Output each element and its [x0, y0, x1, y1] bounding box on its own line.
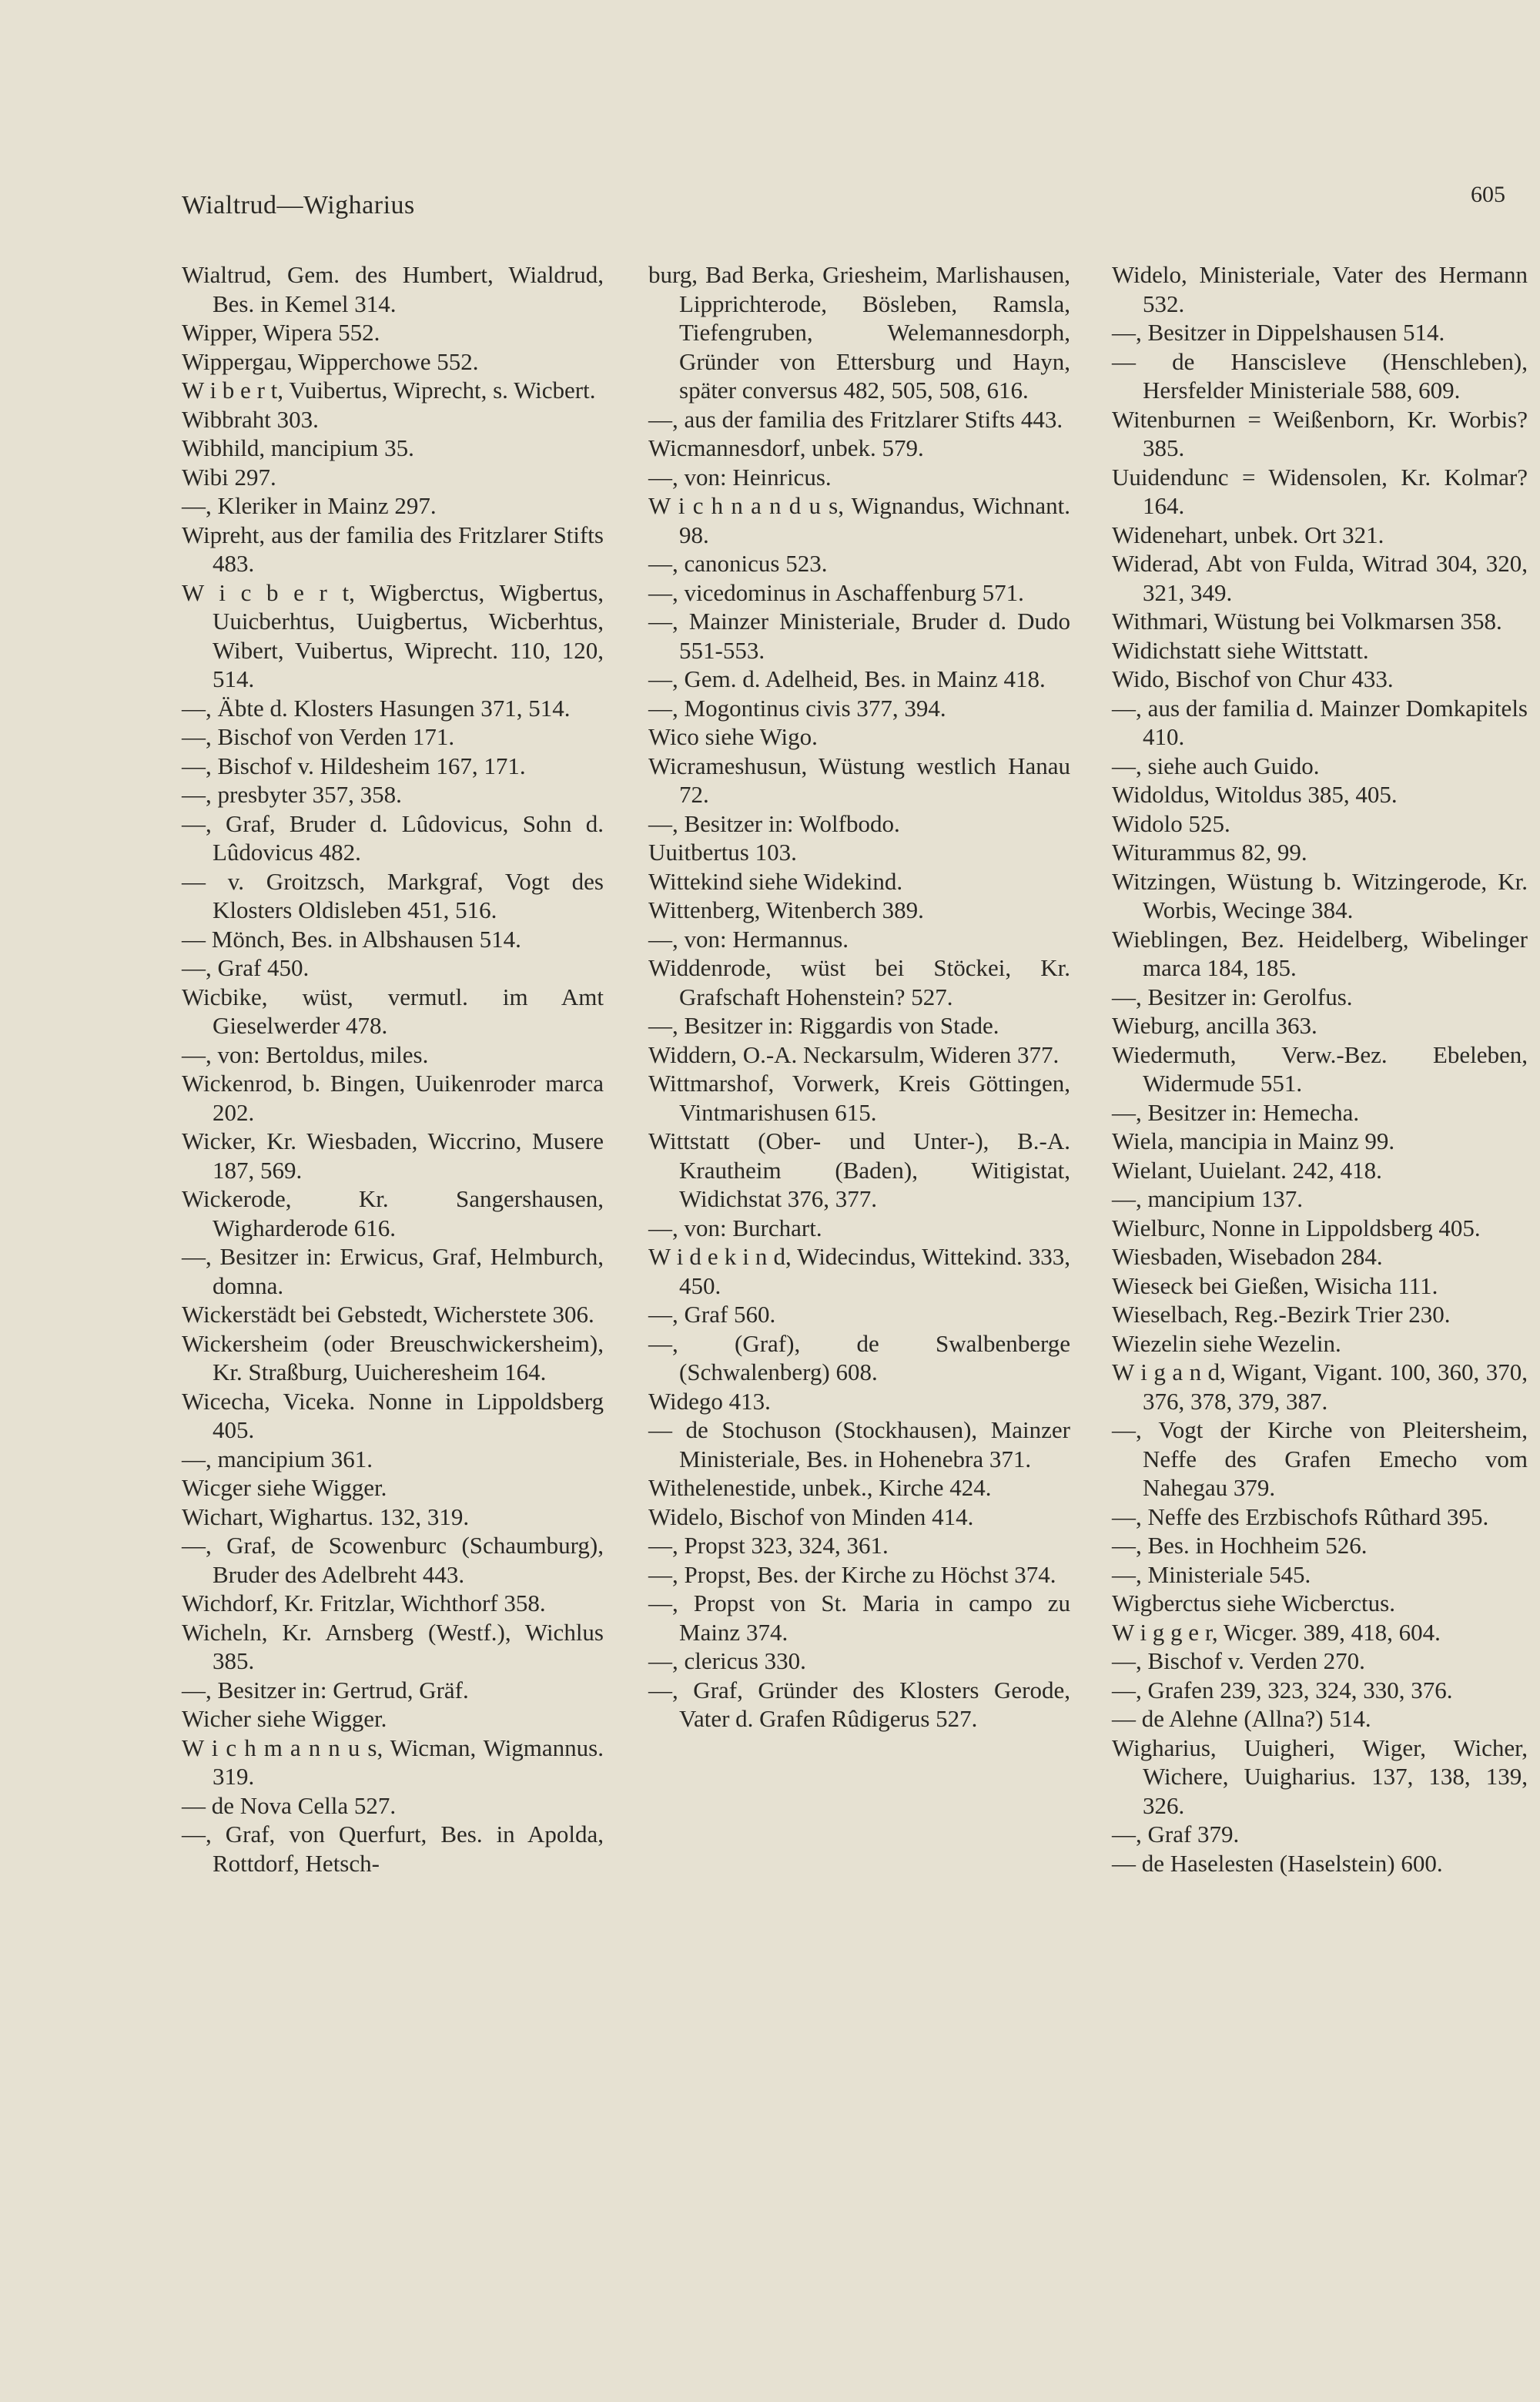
index-entry: Wieburg, ancilla 363. — [1112, 1012, 1317, 1039]
index-entry: —, aus der familia des Fritzlarer Stifts 443. — [648, 405, 1063, 433]
index-entry: Wichart, Wighartus. 132, 319. — [182, 1503, 470, 1530]
index-entry: —, von: Bertoldus, miles. — [182, 1040, 429, 1068]
index-entry: —, von: Heinricus. — [648, 463, 832, 491]
index-entry: Witzingen, Wüstung b. Witzingerode, Kr. Worbis, Wecinge 384. — [1112, 867, 1528, 923]
index-entry: —, Graf 450. — [182, 954, 310, 981]
index-entry: W i c b e r t, Wigberctus, Wigbertus, Uuicberhtus, Uuigbertus, Wicberhtus, Wibert, Vuibertus, Wiprecht. 110, 120, 514. — [182, 578, 604, 692]
index-entry: W i c h m a n n u s, Wicman, Wigmannus. 319. — [182, 1734, 604, 1790]
index-entry: —, (Graf), de Swalbenberge (Schwalenberg) 608. — [648, 1329, 1070, 1385]
index-entry: Wickersheim (oder Breuschwickersheim), Kr. Straßburg, Uuicheresheim 164. — [182, 1329, 604, 1385]
index-entry: —, Bischof v. Hildesheim 167, 171. — [182, 752, 526, 779]
index-entry: W i g g e r, Wicger. 389, 418, 604. — [1112, 1618, 1441, 1646]
index-entry: —, Vogt der Kirche von Pleitersheim, Neffe des Grafen Emecho vom Nahegau 379. — [1112, 1416, 1528, 1501]
index-entry: —, Ministeriale 545. — [1112, 1560, 1311, 1588]
index-entry: —, von: Hermannus. — [648, 925, 849, 953]
index-entry: —, Graf, de Scowenburc (Schaumburg), Bruder des Adelbreht 443. — [182, 1532, 604, 1588]
index-entry: —, Graf 560. — [648, 1301, 776, 1328]
index-entry: Wicheln, Kr. Arnsberg (Westf.), Wichlus 385. — [182, 1618, 604, 1674]
index-entry: Witenburnen = Weißenborn, Kr. Worbis? 385. — [1112, 405, 1528, 461]
index-entry: Wieblingen, Bez. Heidelberg, Wibelinger marca 184, 185. — [1112, 925, 1528, 981]
index-entry: Wielant, Uuielant. 242, 418. — [1112, 1156, 1382, 1184]
index-entry: — de Alehne (Allna?) 514. — [1112, 1705, 1371, 1732]
index-entry: Wiezelin siehe Wezelin. — [1112, 1329, 1341, 1357]
index-entry: Wialtrud, Gem. des Humbert, Wialdrud, Bes. in Kemel 314. — [182, 261, 604, 317]
index-entry: Wickenrod, b. Bingen, Uuikenroder marca 202. — [182, 1070, 604, 1126]
index-entry: —, Besitzer in: Riggardis von Stade. — [648, 1012, 999, 1039]
index-entry: —, Bes. in Hochheim 526. — [1112, 1532, 1368, 1559]
index-entry: — v. Groitzsch, Markgraf, Vogt des Klosters Oldisleben 451, 516. — [182, 867, 604, 923]
index-entry: Wigharius, Uuigheri, Wiger, Wicher, Wichere, Uuigharius. 137, 138, 139, 326. — [1112, 1734, 1528, 1819]
index-entry: —, Gem. d. Adelheid, Bes. in Mainz 418. — [648, 665, 1046, 692]
index-entry: Wiedermuth, Verw.-Bez. Ebeleben, Widermude 551. — [1112, 1040, 1528, 1097]
index-entry: Widdern, O.-A. Neckarsulm, Wideren 377. — [648, 1040, 1060, 1068]
index-entry: —, mancipium 361. — [182, 1445, 373, 1472]
index-entry: —, Graf, Bruder d. Lûdovicus, Sohn d. Lûdovicus 482. — [182, 809, 604, 866]
index-entry: Wico siehe Wigo. — [648, 723, 818, 750]
index-entry: Wicecha, Viceka. Nonne in Lippoldsberg 405. — [182, 1387, 604, 1443]
index-entry: Widego 413. — [648, 1387, 771, 1415]
index-entry: — de Haselesten (Haselstein) 600. — [1112, 1849, 1443, 1877]
index-entry: —, Graf, Gründer des Klosters Gerode, Vater d. Grafen Rûdigerus 527. — [648, 1676, 1070, 1732]
index-entry: —, von: Burchart. — [648, 1214, 822, 1241]
index-entry: —, Propst, Bes. der Kirche zu Höchst 374. — [648, 1560, 1056, 1588]
index-entry: —, siehe auch Guido. — [1112, 752, 1320, 779]
index-entry: W i d e k i n d, Widecindus, Wittekind. 333, 450. — [648, 1243, 1070, 1299]
index-entry: —, presbyter 357, 358. — [182, 781, 402, 808]
index-entry: Wipper, Wipera 552. — [182, 319, 380, 346]
index-entry: Wicrameshusun, Wüstung westlich Hanau 72. — [648, 752, 1070, 808]
index-entry: Wittekind siehe Widekind. — [648, 867, 903, 895]
page-number: 605 — [1471, 182, 1505, 207]
index-entry: —, vicedominus in Aschaffenburg 571. — [648, 578, 1024, 606]
index-entry: Wichdorf, Kr. Fritzlar, Wichthorf 358. — [182, 1590, 546, 1616]
index-entry: Wickerstädt bei Gebstedt, Wicherstete 306. — [182, 1301, 594, 1328]
index-entry: Withmari, Wüstung bei Volkmarsen 358. — [1112, 608, 1502, 635]
index-entry: Wibi 297. — [182, 463, 276, 491]
index-entry: Widelo, Bischof von Minden 414. — [648, 1503, 974, 1530]
index-column-1 — [182, 260, 604, 1878]
index-entry: — Mönch, Bes. in Albshausen 514. — [182, 925, 521, 953]
index-entry: Widerad, Abt von Fulda, Witrad 304, 320, 321, 349. — [1112, 550, 1528, 606]
index-entry: —, Grafen 239, 323, 324, 330, 376. — [1112, 1676, 1453, 1704]
index-entry: —, Graf, von Querfurt, Bes. in Apolda, Rottdorf, Hetsch- — [182, 1821, 604, 1877]
index-column-2 — [648, 260, 1070, 1734]
index-entry: Withelenestide, unbek., Kirche 424. — [648, 1474, 992, 1501]
index-entry: —, Besitzer in: Hemecha. — [1112, 1098, 1360, 1126]
index-entry: Wibhild, mancipium 35. — [182, 434, 414, 461]
index-entry: Widichstatt siehe Wittstatt. — [1112, 636, 1369, 664]
index-entry: Wittmarshof, Vorwerk, Kreis Göttingen, Vintmarishusen 615. — [648, 1070, 1070, 1126]
index-entry: Wido, Bischof von Chur 433. — [1112, 665, 1394, 692]
index-entry: Wieseck bei Gießen, Wisicha 111. — [1112, 1271, 1438, 1299]
index-entry: Wiela, mancipia in Mainz 99. — [1112, 1127, 1395, 1154]
index-entry: —, canonicus 523. — [648, 550, 828, 577]
index-entry: Wicker, Kr. Wiesbaden, Wiccrino, Musere 187, 569. — [182, 1127, 604, 1184]
index-entry: Uuitbertus 103. — [648, 839, 797, 866]
index-entry: —, Bischof v. Verden 270. — [1112, 1647, 1365, 1674]
index-entry: —, Kleriker in Mainz 297. — [182, 492, 437, 519]
index-entry: —, aus der familia d. Mainzer Domkapitels 410. — [1112, 694, 1528, 750]
index-entry: —, Mogontinus civis 377, 394. — [648, 694, 946, 722]
index-entry: —, Mainzer Ministeriale, Bruder d. Dudo 551-553. — [648, 608, 1070, 664]
index-entry: Wicger siehe Wigger. — [182, 1474, 387, 1501]
index-entry: Wicmannesdorf, unbek. 579. — [648, 434, 924, 461]
index-entry: —, Propst 323, 324, 361. — [648, 1532, 889, 1559]
index-entry: —, Propst von St. Maria in campo zu Mainz 374. — [648, 1590, 1070, 1646]
index-entry: Wieselbach, Reg.-Bezirk Trier 230. — [1112, 1301, 1451, 1328]
index-entry: burg, Bad Berka, Griesheim, Marlishausen, Lipprichterode, Bösleben, Ramsla, Tiefengruben, Welemannesdorph, Gründer von Ettersburg und Hayn, später conversus 482, 505, 508, 616. — [648, 261, 1070, 404]
index-entry: Witurammus 82, 99. — [1112, 839, 1307, 866]
index-entry: —, Besitzer in: Gerolfus. — [1112, 983, 1353, 1010]
index-entry: Wiesbaden, Wisebadon 284. — [1112, 1243, 1383, 1270]
index-entry: Wickerode, Kr. Sangershausen, Wigharderode 616. — [182, 1185, 604, 1241]
index-column-3 — [1112, 260, 1528, 1878]
index-entry: Wittstatt (Ober- und Unter-), B.-A. Krautheim (Baden), Witigistat, Widichstat 376, 377. — [648, 1127, 1070, 1212]
index-entry: —, Bischof von Verden 171. — [182, 723, 455, 750]
index-entry: —, Besitzer in: Erwicus, Graf, Helmburch, domna. — [182, 1243, 604, 1299]
index-entry: Uuidendunc = Widensolen, Kr. Kolmar? 164. — [1112, 463, 1528, 519]
index-entry: —, Besitzer in: Gertrud, Gräf. — [182, 1676, 469, 1704]
index-entry: Wibbraht 303. — [182, 405, 319, 433]
index-entry: Wittenberg, Witenberch 389. — [648, 896, 924, 923]
index-entry: Widoldus, Witoldus 385, 405. — [1112, 781, 1398, 808]
index-entry: Wipreht, aus der familia des Fritzlarer Stifts 483. — [182, 521, 604, 577]
index-entry: — de Hanscisleve (Henschleben), Hersfelder Ministeriale 588, 609. — [1112, 347, 1528, 404]
index-entry: Wielburc, Nonne in Lippoldsberg 405. — [1112, 1214, 1481, 1241]
index-entry: W i b e r t, Vuibertus, Wiprecht, s. Wicbert. — [182, 377, 596, 404]
index-entry: —, mancipium 137. — [1112, 1185, 1303, 1212]
index-entry: —, Besitzer in: Wolfbodo. — [648, 809, 900, 837]
index-entry: —, clericus 330. — [648, 1647, 806, 1674]
index-entry: Widelo, Ministeriale, Vater des Hermann 532. — [1112, 261, 1528, 317]
index-entry: — de Nova Cella 527. — [182, 1791, 397, 1819]
header-title: Wialtrud—Wigharius — [182, 191, 415, 219]
index-entry: Wicher siehe Wigger. — [182, 1705, 387, 1732]
index-entry: —, Graf 379. — [1112, 1821, 1240, 1848]
index-entry: — de Stochuson (Stockhausen), Mainzer Ministeriale, Bes. in Hohenebra 371. — [648, 1416, 1070, 1472]
index-entry: W i c h n a n d u s, Wignandus, Wichnant. 98. — [648, 492, 1070, 548]
index-entry: Wippergau, Wipperchowe 552. — [182, 347, 479, 375]
index-entry: —, Äbte d. Klosters Hasungen 371, 514. — [182, 694, 571, 722]
index-entry: Widenehart, unbek. Ort 321. — [1112, 521, 1384, 548]
index-entry: —, Neffe des Erzbischofs Rûthard 395. — [1112, 1503, 1489, 1530]
index-entry: —, Besitzer in Dippelshausen 514. — [1112, 319, 1445, 346]
index-entry: Widdenrode, wüst bei Stöckei, Kr. Grafschaft Hohenstein? 527. — [648, 954, 1070, 1010]
index-entry: Widolo 525. — [1112, 809, 1230, 837]
index-entry: W i g a n d, Wigant, Vigant. 100, 360, 370, 376, 378, 379, 387. — [1112, 1358, 1528, 1415]
index-entry: Wicbike, wüst, vermutl. im Amt Gieselwerder 478. — [182, 983, 604, 1039]
index-entry: Wigberctus siehe Wicberctus. — [1112, 1590, 1395, 1616]
